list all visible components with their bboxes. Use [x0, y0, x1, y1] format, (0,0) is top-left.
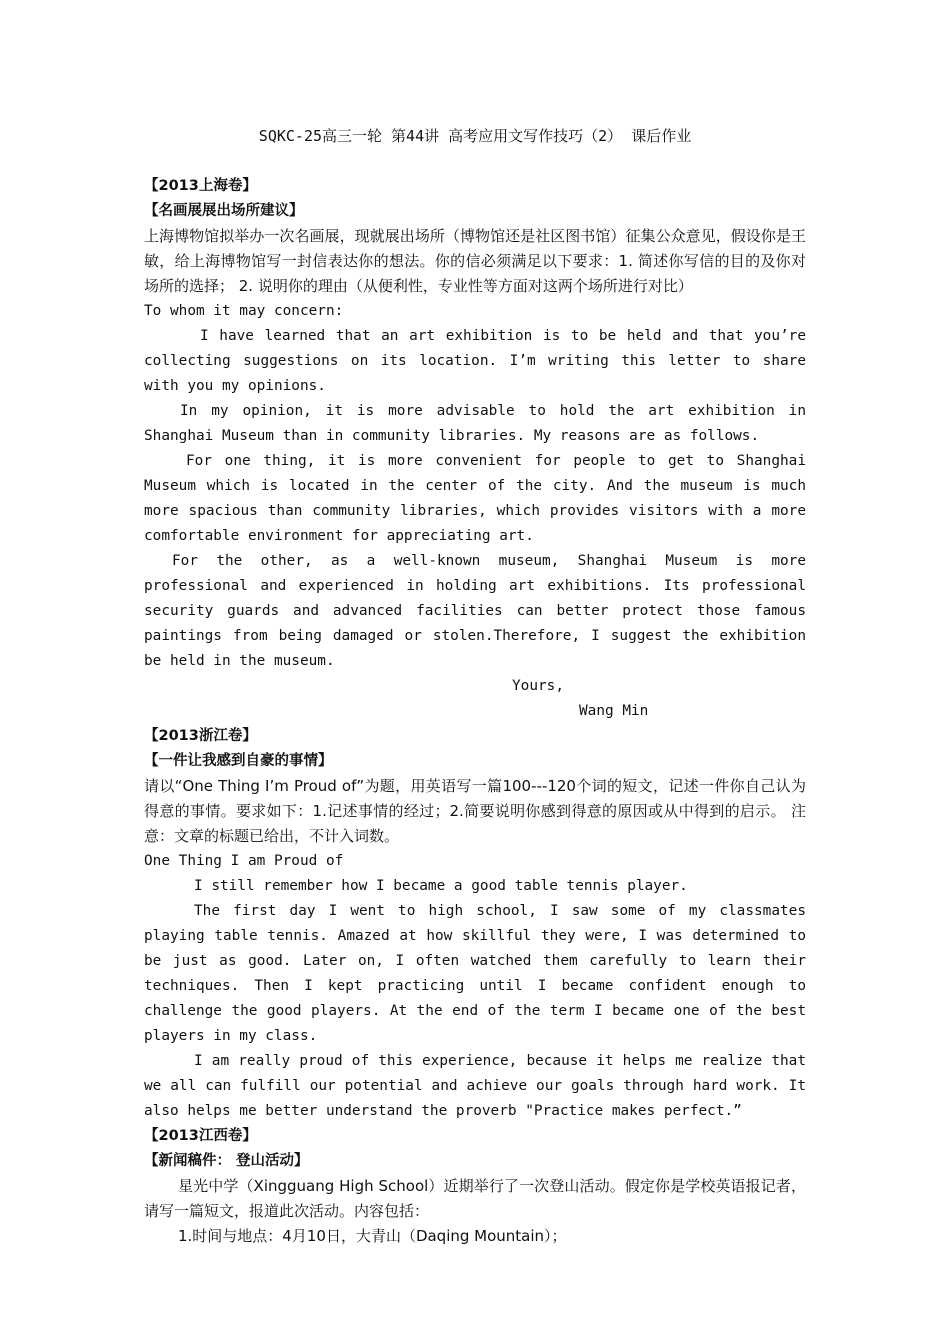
- letter-paragraph: I have learned that an art exhibition is to be held and that you’re collecting suggestions on its location. I’m writing this letter to share with you my opinions.: [144, 328, 806, 394]
- section-zhejiang: [144, 724, 806, 1124]
- letter-paragraph: In my opinion, it is more advisable to hold the art exhibition in Shanghai Museum than in community libraries. My reasons are as follows.: [144, 403, 806, 444]
- letter-paragraph: For the other, as a well-known museum, Shanghai Museum is more professional and experienced in holding art exhibitions. Its professional security guards and advanced facilities can better protect those famous paintings from being damaged or stolen.Therefore, I suggest the exhibition be held in the museum.: [144, 553, 806, 669]
- task-item: 1.时间与地点：4月10日，大青山（Daqing Mountain）；: [178, 1227, 567, 1245]
- document-page: [144, 124, 806, 1249]
- section-source: 【2013江西卷】: [144, 1128, 257, 1144]
- section-shanghai: [144, 174, 806, 724]
- task-prompt: 上海博物馆拟举办一次名画展，现就展出场所（博物馆还是社区图书馆）征集公众意见，假设你是王敏，给上海博物馆写一封信表达你的想法。你的信必须满足以下要求：1. 简述你写信的目的及你对场所的选择； 2. 说明你的理由（从便利性，专业性等方面对这两个场所进行对比）: [144, 227, 806, 295]
- task-prompt: 星光中学（Xingguang High School）近期举行了一次登山活动。假定你是学校英语报记者，请写一篇短文，报道此次活动。内容包括：: [144, 1177, 806, 1220]
- letter-signature: Wang Min: [579, 703, 649, 719]
- section-jiangxi: [144, 1124, 806, 1249]
- section-topic: 【一件让我感到自豪的事情】: [144, 753, 333, 769]
- task-prompt: 请以“One Thing I’m Proud of”为题，用英语写一篇100---120个词的短文，记述一件你自己认为得意的事情。要求如下：1.记述事情的经过；2.简要说明你感到得意的原因或从中得到的启示。 注意：文章的标题已给出，不计入词数。: [144, 777, 806, 845]
- essay-paragraph: The first day I went to high school, I saw some of my classmates playing table tennis. Amazed at how skillful they were, I was determined to be just as good. Later on, I often watched them carefully to learn their techniques. Then I kept practicing until I became confident enough to challenge the good players. At the end of the term I became one of the best players in my class.: [144, 903, 806, 1044]
- letter-closing: Yours,: [512, 678, 564, 694]
- letter-salutation: To whom it may concern:: [144, 303, 344, 319]
- letter-paragraph: For one thing, it is more convenient for people to get to Shanghai Museum which is located in the center of the city. And the museum is much more spacious than community libraries, which provides visitors with a more comfortable environment for appreciating art.: [144, 453, 806, 544]
- section-source: 【2013浙江卷】: [144, 728, 257, 744]
- essay-title: One Thing I am Proud of: [144, 853, 344, 869]
- page-title: SQKC-25高三一轮 第44讲 高考应用文写作技巧（2） 课后作业: [258, 127, 692, 145]
- essay-paragraph: I still remember how I became a good table tennis player.: [194, 878, 688, 894]
- section-source: 【2013上海卷】: [144, 178, 257, 194]
- essay-paragraph: I am really proud of this experience, because it helps me realize that we all can fulfill our potential and achieve our goals through hard work. It also helps me better understand the proverb "Practice makes perfect.”: [144, 1053, 806, 1119]
- section-topic: 【新闻稿件： 登山活动】: [144, 1153, 309, 1169]
- section-topic: 【名画展展出场所建议】: [144, 203, 304, 219]
